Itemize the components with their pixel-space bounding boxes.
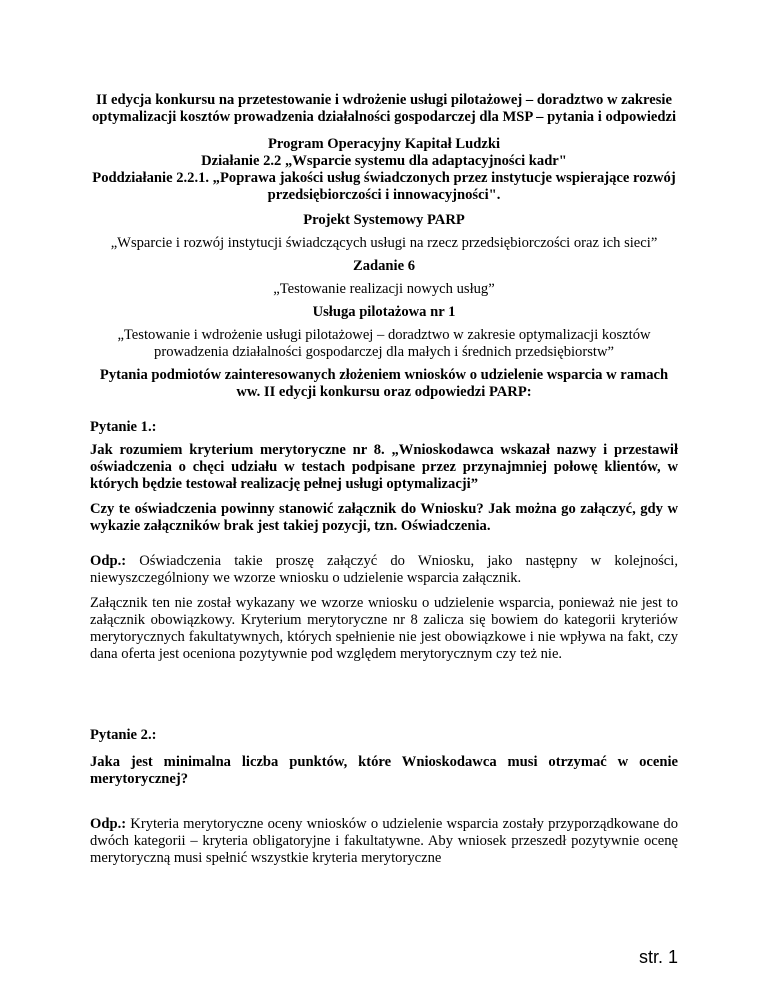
question-1-followup: Czy te oświadczenia powinny stanowić załącznik do Wniosku? Jak można go załączyć, gdy w wykazie załączników brak jest takiej pozycji, tzn. Oświadczenia.	[90, 501, 678, 534]
answer-2-label: Odp.:	[90, 816, 127, 832]
answer-1-continued: Załącznik ten nie został wykazany we wzorze wniosku o udzielenie wsparcia, ponieważ nie jest to załącznik obowiązkowy. Kryterium merytoryczne nr 8 zalicza się bowiem do kategorii kryteriów merytorycznych fakultatywnych, których spełnienie nie jest obowiązkowe i nie wpływa na fakt, czy dana oferta jest oceniona pozytywnie pod względem merytorycznym czy też nie.	[90, 595, 678, 662]
answer-1-text: Oświadczenia takie proszę załączyć do Wniosku, jako następny w kolejności, niewyszczególniony we wzorze wniosku o udzielenie wsparcia załącznik.	[90, 553, 678, 586]
answer-2-text: Kryteria merytoryczne oceny wniosków o udzielenie wsparcia zostały przyporządkowane do dwóch kategorii – kryteria obligatoryjne i fakultatywne. Aby wniosek przeszedł pozytywnie ocenę merytoryczną musi spełnić wszystkie kryteria merytoryczne	[90, 816, 678, 866]
usluga-name: „Testowanie i wdrożenie usługi pilotażowej – doradztwo w zakresie optymalizacji kosztów prowadzenia działalności gospodarczej dla małych i średnich przedsiębiorstw”	[117, 327, 651, 360]
projekt-name: „Wsparcie i rozwój instytucji świadczących usługi na rzecz przedsiębiorczości oraz ich sieci”	[110, 235, 658, 251]
usluga-label: Usługa pilotażowa nr 1	[312, 304, 456, 320]
question-1-text: Jak rozumiem kryterium merytoryczne nr 8. „Wnioskodawca wskazał nazwy i przestawił oświadczenia o chęci udziału w testach podpisane przez przynajmniej połowę klientów, w których będzie testował realizację pełnej usługi optymalizacji”	[90, 442, 678, 492]
answer-2	[90, 816, 678, 867]
page-number: str. 1	[638, 947, 678, 967]
intro-text: Pytania podmiotów zainteresowanych złożeniem wniosków o udzielenie wsparcia w ramach ww. II edycji konkursu oraz odpowiedzi PARP:	[99, 367, 669, 400]
program-name: Program Operacyjny Kapitał Ludzki	[267, 136, 500, 152]
projekt-label: Projekt Systemowy PARP	[303, 212, 465, 228]
question-2-label: Pytanie 2.:	[90, 727, 157, 743]
answer-1	[90, 553, 678, 587]
zadanie-label: Zadanie 6	[352, 258, 416, 274]
document-page	[90, 92, 678, 867]
poddzialanie: Poddziałanie 2.2.1. „Poprawa jakości usług świadczonych przez instytucje wspierające rozwój przedsiębiorczości i innowacyjności".	[92, 170, 676, 203]
question-2-text: Jaka jest minimalna liczba punktów, które Wnioskodawca musi otrzymać w ocenie merytorycznej?	[90, 754, 678, 787]
answer-1-label: Odp.:	[90, 553, 127, 569]
question-1-label: Pytanie 1.:	[90, 419, 157, 435]
document-title: II edycja konkursu na przetestowanie i wdrożenie usługi pilotażowej – doradztwo w zakresie optymalizacji kosztów prowadzenia działalności gospodarczej dla MSP – pytania i odpowiedzi	[91, 92, 677, 125]
dzialanie: Działanie 2.2 „Wsparcie systemu dla adaptacyjności kadr"	[201, 153, 567, 169]
zadanie-name: „Testowanie realizacji nowych usług”	[273, 281, 495, 297]
